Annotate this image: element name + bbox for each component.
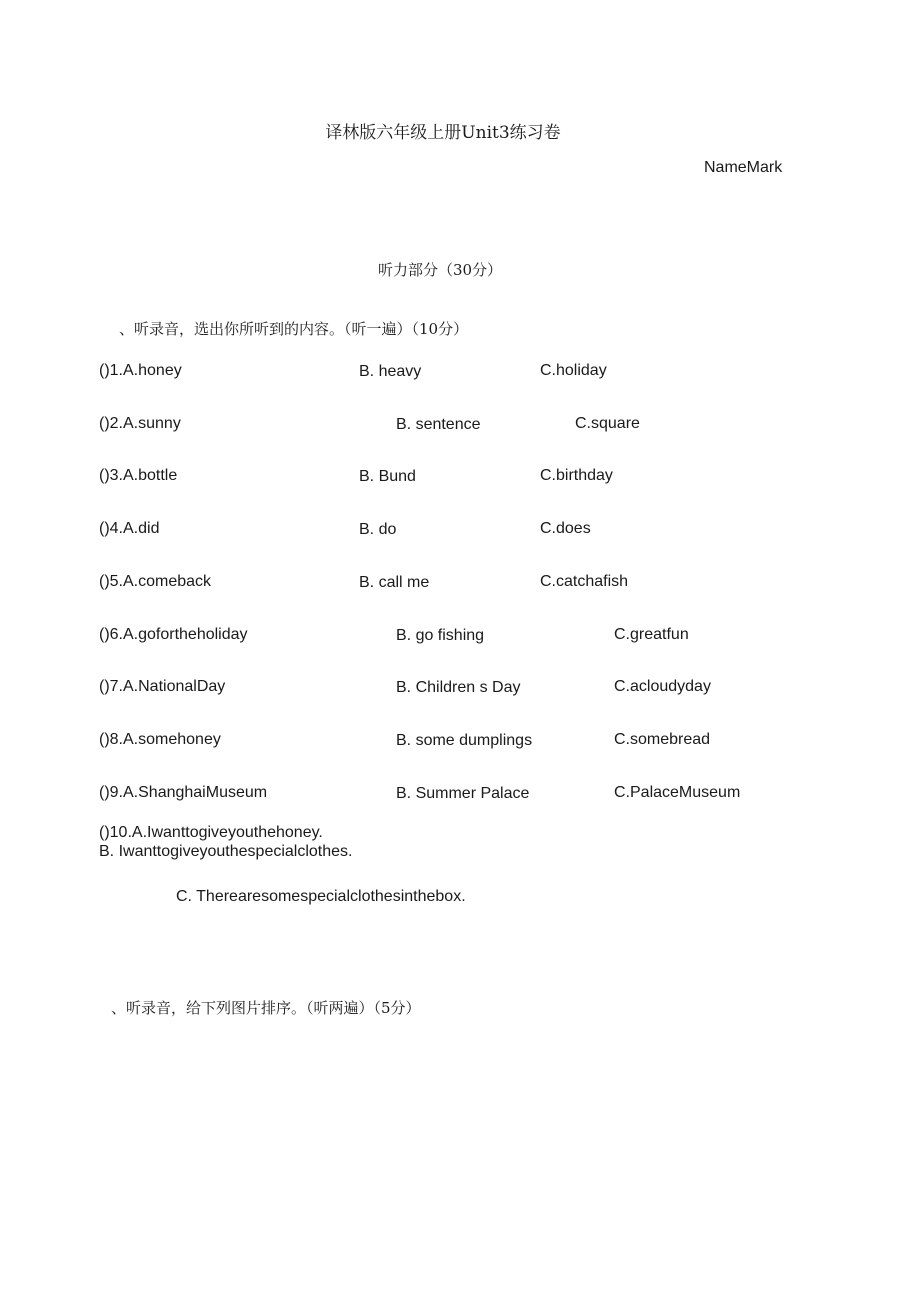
question-7-option-b: B. Children s Day (396, 679, 521, 696)
question-8-option-a: ()8.A.somehoney (99, 731, 221, 748)
question-6-option-c: C.greatfun (614, 626, 689, 643)
question-1-option-b: B. heavy (359, 363, 422, 380)
question-3-option-c: C.birthday (540, 467, 613, 484)
question-2-option-b: B. sentence (396, 416, 481, 433)
question-7-option-a: ()7.A.NationalDay (99, 678, 226, 695)
question-8-option-c: C.somebread (614, 731, 711, 748)
question-3-option-b: B. Bund (359, 468, 416, 485)
question-4-option-a: ()4.A.did (99, 520, 160, 537)
question-9-option-c: C.PalaceMuseum (614, 784, 741, 801)
question-5-option-b: B. call me (359, 574, 430, 591)
question-5-option-c: C.catchafish (540, 573, 629, 590)
question-1-option-a: ()1.A.honey (99, 362, 182, 379)
part2-heading: 、听录音，给下列图片排序。（听两遍）（5分） (111, 999, 421, 1017)
question-4-option-b: B. do (359, 521, 397, 538)
question-6-option-a: ()6.A.gofortheholiday (99, 626, 248, 643)
question-3-option-a: ()3.A.bottle (99, 467, 178, 484)
question-2-option-c: C.square (575, 415, 640, 432)
question-8-option-b: B. some dumplings (396, 732, 533, 749)
question-10-option-c: C. Therearesomespecialclothesinthebox. (176, 888, 466, 905)
question-9-option-a: ()9.A.ShanghaiMuseum (99, 784, 268, 801)
worksheet-title: 译林版六年级上册Unit3练习卷 (325, 123, 561, 143)
question-4-option-c: C.does (540, 520, 591, 537)
question-10-option-a: ()10.A.Iwanttogiveyouthehoney. (99, 824, 323, 841)
question-6-option-b: B. go fishing (396, 627, 485, 644)
listening-section-heading: 听力部分（30分） (377, 261, 503, 279)
question-9-option-b: B. Summer Palace (396, 785, 530, 802)
name-mark-label: NameMark (704, 159, 783, 176)
question-5-option-a: ()5.A.comeback (99, 573, 212, 590)
question-7-option-c: C.acloudyday (614, 678, 711, 695)
question-10-option-b: B. Iwanttogiveyouthespecialclothes. (99, 843, 353, 860)
question-1-option-c: C.holiday (540, 362, 607, 379)
part1-heading: 、听录音，选出你所听到的内容。（听一遍）（10分） (119, 320, 469, 338)
question-2-option-a: ()2.A.sunny (99, 415, 181, 432)
